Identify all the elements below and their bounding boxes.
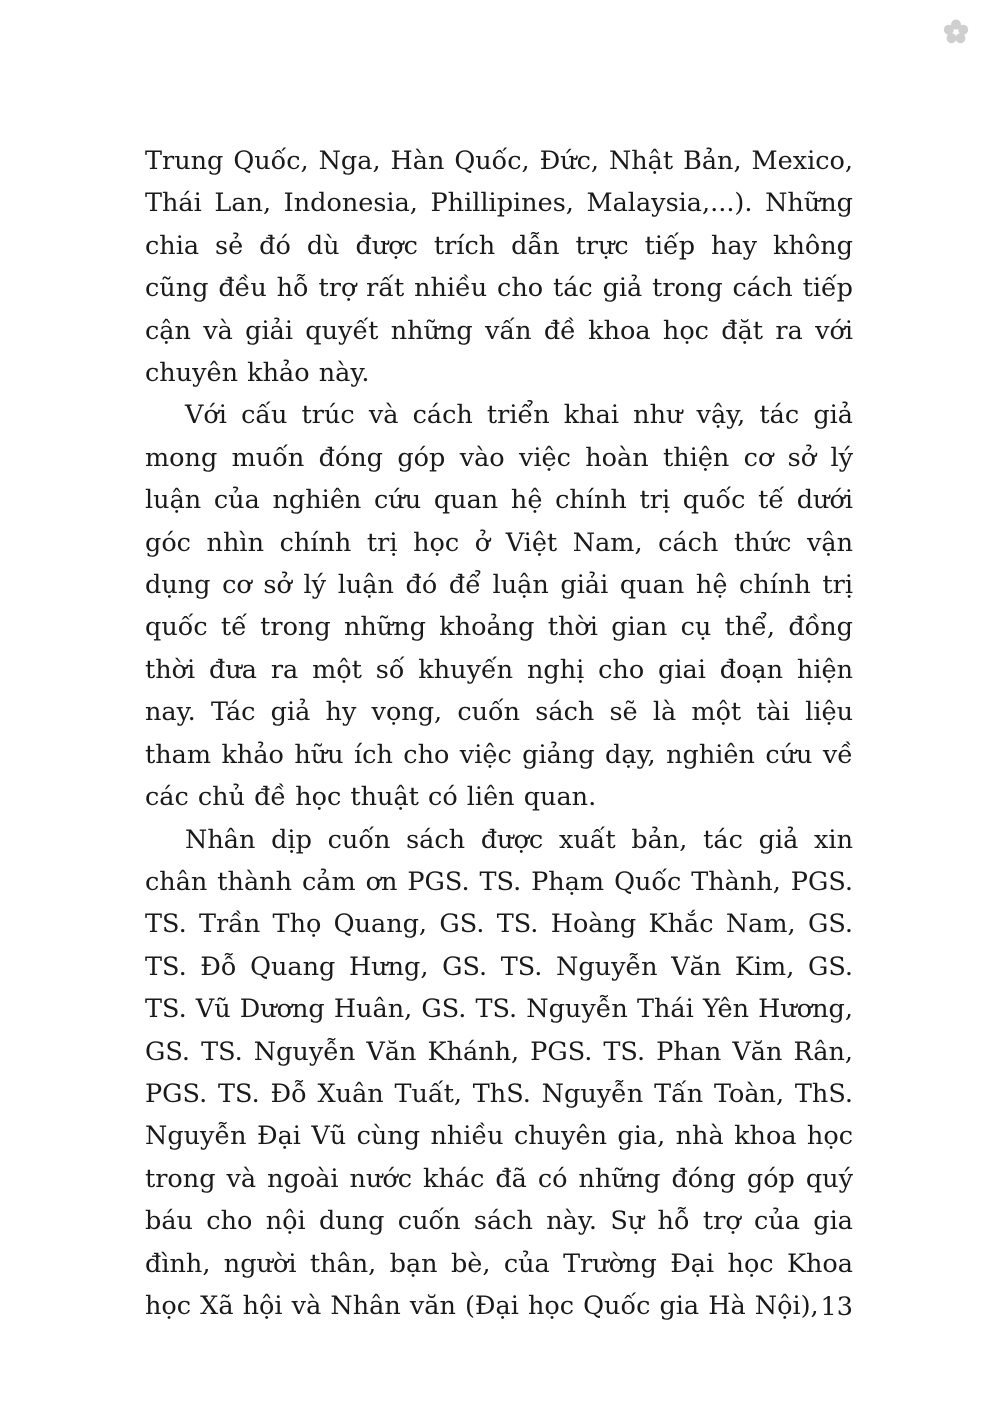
paragraph-book-aims: Với cấu trúc và cách triển khai như vậy, tác giả mong muốn đóng góp vào việc hoàn thiện cơ sở lý luận của nghiên cứu quan hệ chính trị quốc tế dưới góc nhìn chính trị học ở Việt Nam, cách thức vận dụng cơ sở lý luận đó để luận giải quan hệ chính trị quốc tế trong những khoảng thời gian cụ thể, đồng thời đưa ra một số khuyến nghị cho giai đoạn hiện nay. Tác giả hy vọng, cuốn sách sẽ là một tài liệu tham khảo hữu ích cho việc giảng dạy, nghiên cứu về các chủ đề học thuật có liên quan. bbox=[145, 400, 853, 813]
flower-ornament-icon bbox=[942, 18, 970, 46]
page-body bbox=[145, 140, 853, 1327]
page-number: 13 bbox=[820, 1292, 853, 1322]
paragraph-continuation: Trung Quốc, Nga, Hàn Quốc, Đức, Nhật Bản, Mexico, Thái Lan, Indonesia, Phillipines, Malaysia,...). Những chia sẻ đó dù được trích dẫn trực tiếp hay không cũng đều hỗ trợ rất nhiều cho tác giả trong cách tiếp cận và giải quyết những vấn đề khoa học đặt ra với chuyên khảo này. bbox=[145, 146, 853, 389]
paragraph-acknowledgements: Nhân dịp cuốn sách được xuất bản, tác giả xin chân thành cảm ơn PGS. TS. Phạm Quốc Thành, PGS. TS. Trần Thọ Quang, GS. TS. Hoàng Khắc Nam, GS. TS. Đỗ Quang Hưng, GS. TS. Nguyễn Văn Kim, GS. TS. Vũ Dương Huân, GS. TS. Nguyễn Thái Yên Hương, GS. TS. Nguyễn Văn Khánh, PGS. TS. Phan Văn Rân, PGS. TS. Đỗ Xuân Tuất, ThS. Nguyễn Tấn Toàn, ThS. Nguyễn Đại Vũ cùng nhiều chuyên gia, nhà khoa học trong và ngoài nước khác đã có những đóng góp quý báu cho nội dung cuốn sách này. Sự hỗ trợ của gia đình, người thân, bạn bè, của Trường Đại học Khoa học Xã hội và Nhân văn (Đại học Quốc gia Hà Nội), bbox=[145, 824, 853, 1321]
